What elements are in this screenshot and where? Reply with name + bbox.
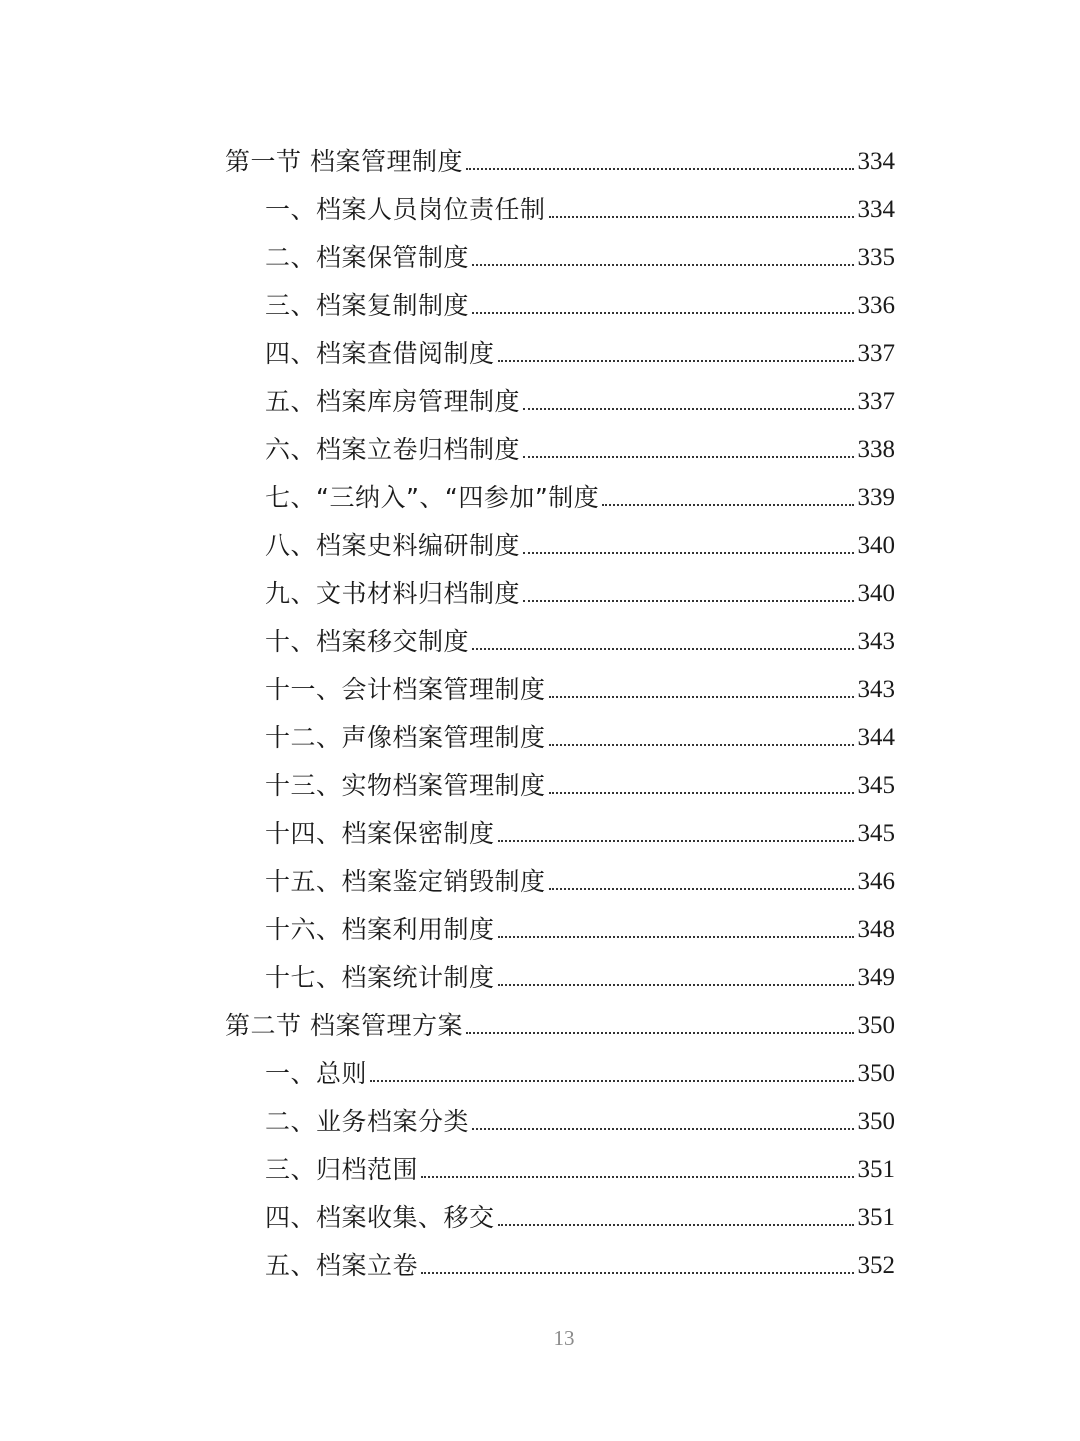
dot-leader <box>523 408 853 410</box>
toc-entry-page: 346 <box>857 868 895 895</box>
toc-entry-title: 十六、档案利用制度 <box>265 915 495 944</box>
toc-entry-title: 十二、声像档案管理制度 <box>265 723 546 752</box>
toc-entry-title: 十、档案移交制度 <box>265 627 470 656</box>
toc-entry-page: 351 <box>857 1156 895 1183</box>
toc-entry-page: 340 <box>857 532 895 559</box>
dot-leader <box>549 216 854 218</box>
dot-leader <box>549 744 854 746</box>
dot-leader <box>498 360 854 362</box>
toc-entry <box>225 1041 895 1089</box>
toc-entry-title: 十四、档案保密制度 <box>265 819 495 848</box>
dot-leader <box>466 1032 854 1034</box>
toc-entry-title: 一、总则 <box>265 1059 368 1088</box>
toc-entry-title: 二、档案保管制度 <box>265 243 470 272</box>
toc-entry-title: 四、档案收集、移交 <box>265 1203 495 1232</box>
toc-entry <box>225 705 895 753</box>
toc-entry-page: 336 <box>857 292 895 319</box>
toc-entry-page: 348 <box>857 916 895 943</box>
toc-entry-title: 五、档案库房管理制度 <box>265 387 521 416</box>
toc-entry <box>225 1137 895 1185</box>
toc-entry-page: 345 <box>857 772 895 799</box>
toc-entry <box>225 801 895 849</box>
toc-entry-title: 十一、会计档案管理制度 <box>265 675 546 704</box>
dot-leader <box>472 264 853 266</box>
toc-entry-title: 五、档案立卷 <box>265 1251 419 1280</box>
dot-leader <box>498 840 854 842</box>
toc-entry-title: 六、档案立卷归档制度 <box>265 435 521 464</box>
dot-leader <box>549 792 854 794</box>
toc-entry-title: 三、归档范围 <box>265 1155 419 1184</box>
dot-leader <box>498 1224 854 1226</box>
toc-entry-page: 350 <box>857 1108 895 1135</box>
toc-entry-title: 第一节 档案管理制度 <box>225 147 463 176</box>
toc-entry-page: 334 <box>857 148 895 175</box>
toc-entry <box>225 1089 895 1137</box>
dot-leader <box>602 504 853 506</box>
toc-entry-title: 七、“三纳入”、“四参加”制度 <box>265 483 600 512</box>
toc-entry-page: 350 <box>857 1012 895 1039</box>
dot-leader <box>472 312 853 314</box>
toc-entry <box>225 609 895 657</box>
toc-entry-title: 四、档案查借阅制度 <box>265 339 495 368</box>
toc-entry <box>225 849 895 897</box>
toc-entry-page: 352 <box>857 1252 895 1279</box>
toc-entry-title: 第二节 档案管理方案 <box>225 1011 463 1040</box>
toc-entry <box>225 177 895 225</box>
toc-entry <box>225 1185 895 1233</box>
toc-entry <box>225 129 895 177</box>
toc-entry-title: 十七、档案统计制度 <box>265 963 495 992</box>
toc-entry <box>225 369 895 417</box>
toc-entry-page: 335 <box>857 244 895 271</box>
dot-leader <box>549 696 854 698</box>
toc-entry-page: 340 <box>857 580 895 607</box>
dot-leader <box>523 552 853 554</box>
page-number: 13 <box>553 1326 575 1350</box>
toc-entry-title: 十三、实物档案管理制度 <box>265 771 546 800</box>
dot-leader <box>498 936 854 938</box>
toc-entry-page: 339 <box>857 484 895 511</box>
toc-entry-title: 一、档案人员岗位责任制 <box>265 195 546 224</box>
toc-entry <box>225 993 895 1041</box>
toc-entry-page: 334 <box>857 196 895 223</box>
toc-entry-page: 351 <box>857 1204 895 1231</box>
toc-entry-page: 337 <box>857 340 895 367</box>
toc-entry-page: 349 <box>857 964 895 991</box>
toc-entry-title: 八、档案史料编研制度 <box>265 531 521 560</box>
dot-leader <box>370 1080 853 1082</box>
toc-entry <box>225 513 895 561</box>
toc-entry <box>225 225 895 273</box>
toc-entry-page: 345 <box>857 820 895 847</box>
toc-entry-page: 343 <box>857 628 895 655</box>
toc-entry-page: 350 <box>857 1060 895 1087</box>
toc-entry <box>225 1233 895 1281</box>
dot-leader <box>498 984 854 986</box>
toc-entry <box>225 657 895 705</box>
dot-leader <box>549 888 854 890</box>
toc-entry <box>225 945 895 993</box>
dot-leader <box>421 1176 853 1178</box>
toc-entry-title: 九、文书材料归档制度 <box>265 579 521 608</box>
dot-leader <box>472 648 853 650</box>
dot-leader <box>472 1128 853 1130</box>
toc-entry <box>225 273 895 321</box>
toc-entry-title: 三、档案复制制度 <box>265 291 470 320</box>
dot-leader <box>523 456 853 458</box>
toc-entry-title: 十五、档案鉴定销毁制度 <box>265 867 546 896</box>
toc-entry <box>225 465 895 513</box>
table-of-contents <box>225 129 895 1281</box>
toc-entry-page: 337 <box>857 388 895 415</box>
toc-entry <box>225 321 895 369</box>
dot-leader <box>421 1272 853 1274</box>
toc-entry <box>225 561 895 609</box>
toc-entry <box>225 417 895 465</box>
toc-entry-title: 二、业务档案分类 <box>265 1107 470 1136</box>
toc-entry <box>225 897 895 945</box>
dot-leader <box>523 600 853 602</box>
dot-leader <box>466 168 854 170</box>
toc-entry <box>225 753 895 801</box>
toc-entry-page: 344 <box>857 724 895 751</box>
toc-entry-page: 338 <box>857 436 895 463</box>
toc-entry-page: 343 <box>857 676 895 703</box>
